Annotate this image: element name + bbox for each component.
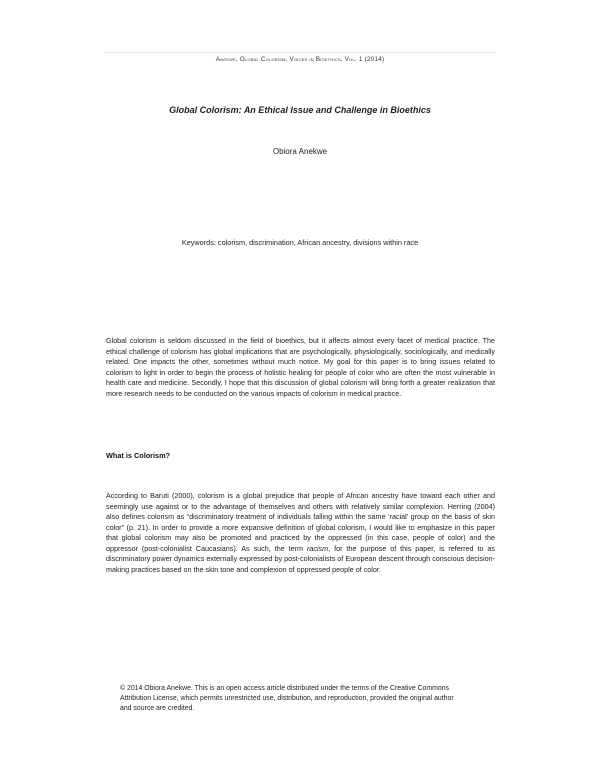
section-heading: What is Colorism? [106,451,171,460]
header-divider [104,52,496,53]
abstract-paragraph: Global colorism is seldom discussed in the field of bioethics, but it affects almost every facet of medical practice. The ethical challenge of colorism has global implications that are psychologically, physiologically, sociologically, and medically related. One impacts the other, sometimes without much notice. My goal for this paper is to bring issues related to colorism to light in order to begin the process of holistic healing for people of color who are often the most vulnerable in health care and medicine. Secondly, I hope that this discussion of global colorism will bring forth a greater realization that more research needs to be conducted on the various impacts of colorism in medical practice. [106,336,495,398]
license-footer: © 2014 Obiora Anekwe. This is an open access article distributed under the terms of the Creative Commons Attribution License, which permits unrestricted use, distribution, and reproduction, provided the original author and source are credited. [120,685,454,712]
article-keywords: Keywords: colorism, discrimination, African ancestry, divisions within race [181,238,419,247]
body-paragraph [106,491,495,575]
body-italic-term: racism [306,543,329,553]
body-text-part-2: , for the purpose of this paper, is referred to as discriminatory power dynamics externally expressed by post-colonialists of European descent through conscious decision-making practices based on the skin tone and complexion of oppressed people of color. [106,543,495,574]
body-text-part-1: According to Baruti (2000), colorism is a global prejudice that people of African ancestry have toward each other and seemingly use against or to the advantage of themselves and others with relatively similar complexion. Herring (2004) also defines colorism as “discriminatory treatment of individuals falling within the same ‘racial’ group on the basis of skin color” (p. 21). In order to provide a more expansive definition of global colorism, I would like to emphasize in this paper that global colorism may also be promoted and practiced by the oppressed (in this case, people of color) and the oppressor (post-colonialist Caucasians). As such, the term [106,491,495,553]
article-author: Obiora Anekwe [272,147,328,156]
article-title: Global Colorism: An Ethical Issue and Challenge in Bioethics [169,105,431,115]
running-header: Anekwe, Global Colorism, Voices in Bioethics, Vol. 1 (2014) [215,56,385,63]
